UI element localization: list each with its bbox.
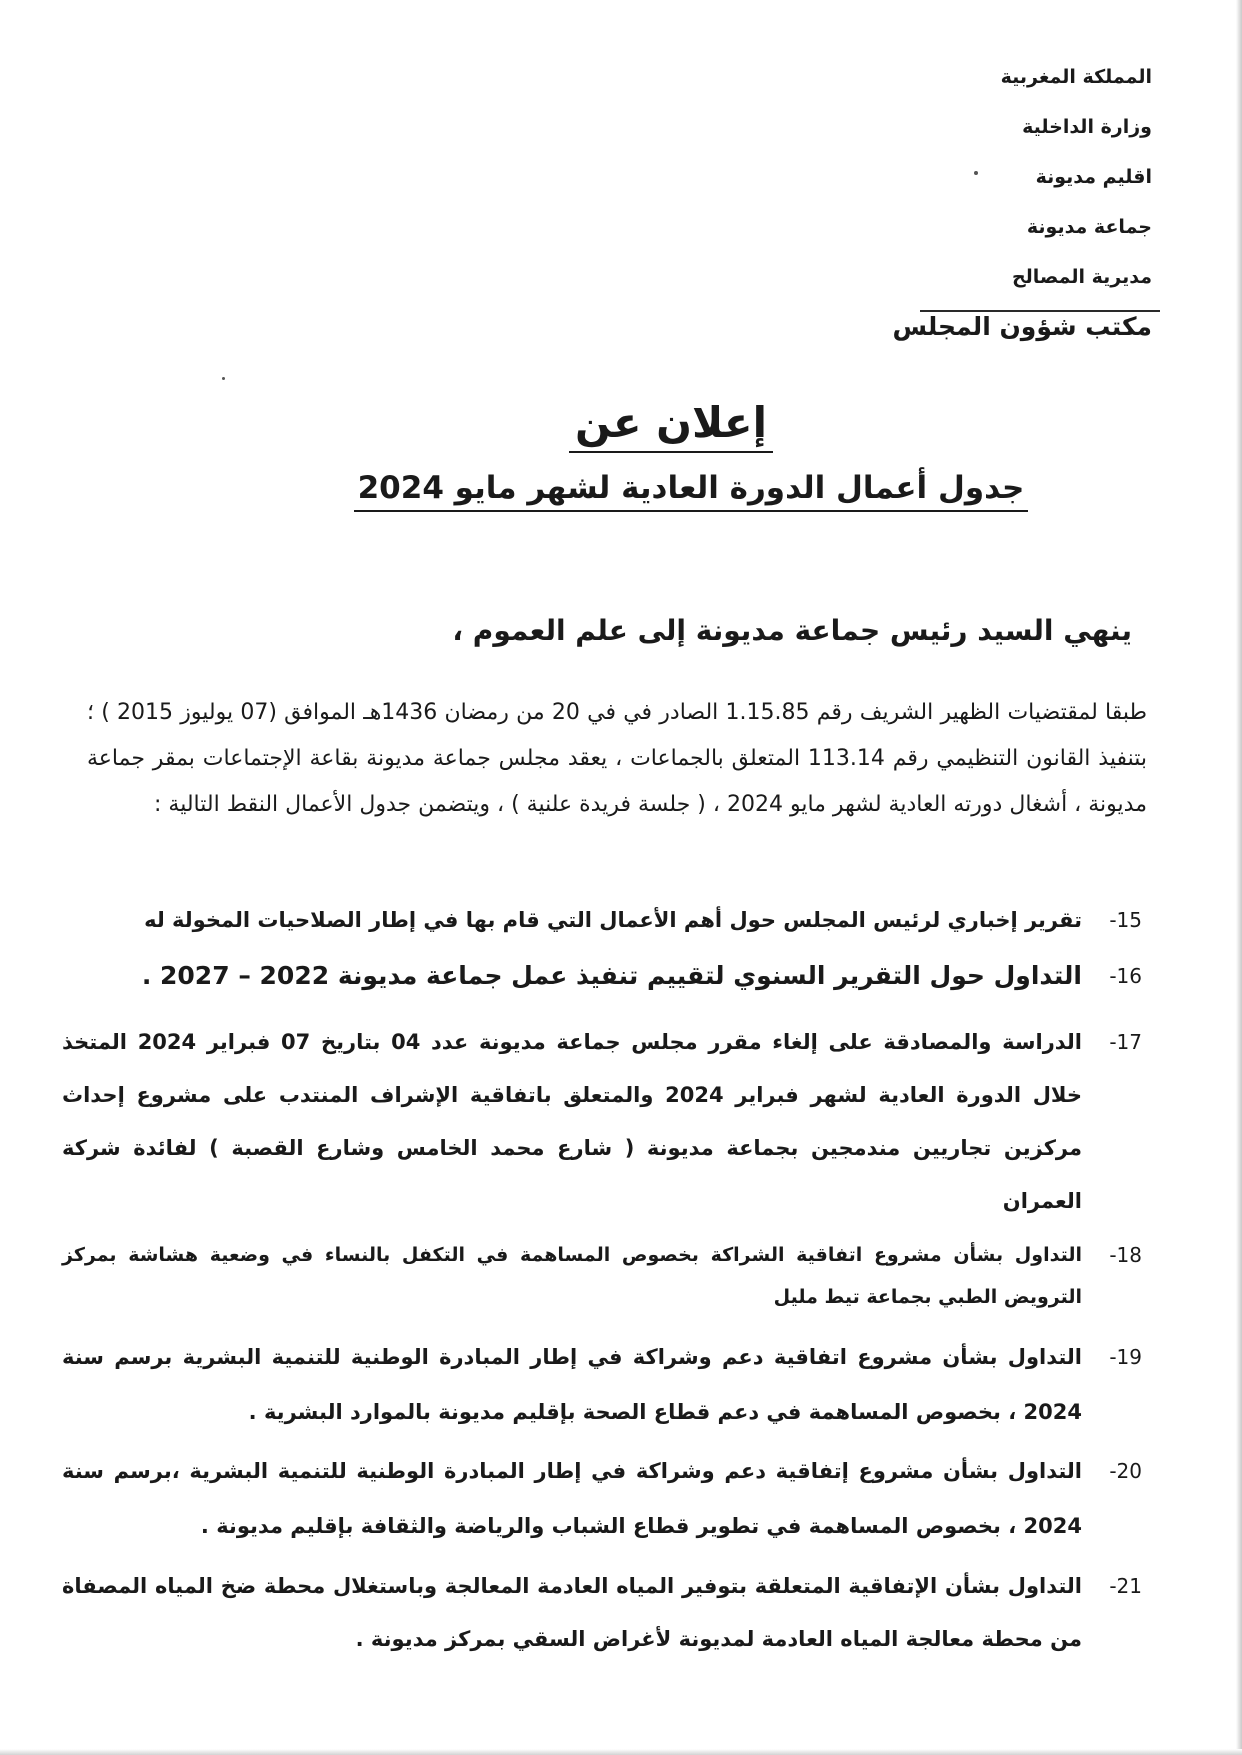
- scan-edge-shadow-right: [1236, 0, 1242, 1755]
- scan-edge-shadow-bottom: [0, 1749, 1242, 1755]
- agenda-item: [62, 1444, 1142, 1554]
- scan-speck: [222, 377, 225, 380]
- announcement-subtitle-text: جدول أعمال الدورة العادية لشهر مايو 2024: [354, 470, 1029, 512]
- agenda-item-number: -16: [1109, 964, 1142, 988]
- agenda-item-number: -15: [1109, 908, 1142, 932]
- agenda-item: [62, 1234, 1142, 1318]
- agenda-item-text: التداول بشأن الإتفاقية المتعلقة بتوفير المياه العادمة المعالجة وباستغلال محطة ضخ المياه المصفاة من محطة معالجة المياه العادمة لمديونة لأغراض السقي بمركز مديونة .: [62, 1574, 1082, 1651]
- header-office: مكتب شؤون المجلس: [892, 312, 1152, 341]
- agenda-item-text: التداول بشأن مشروع اتفاقية الشراكة بخصوص المساهمة في التكفل بالنساء في وضعية هشاشة بمركز الترويض الطبي بجماعة تيط مليل: [62, 1244, 1082, 1308]
- agenda-item-number: -17: [1109, 1030, 1142, 1054]
- header-commune: جماعة مديونة: [1026, 216, 1152, 238]
- agenda-item: [62, 900, 1142, 940]
- agenda-item-text: التداول بشأن مشروع إتفاقية دعم وشراكة في إطار المبادرة الوطنية للتنمية البشرية ،برسم سنة 2024 ، بخصوص المساهمة في تطوير قطاع الشباب والرياضة والثقافة بإقليم مديونة .: [62, 1459, 1082, 1538]
- announcement-title: [0, 398, 1242, 453]
- header-directorate: مديرية المصالح: [1011, 266, 1152, 288]
- public-notice-line: ينهي السيد رئيس جماعة مديونة إلى علم العموم ،: [452, 614, 1132, 647]
- agenda-item: [62, 1330, 1142, 1440]
- agenda-item-text: التداول بشأن مشروع اتفاقية دعم وشراكة في إطار المبادرة الوطنية للتنمية البشرية برسم سنة 2024 ، بخصوص المساهمة في دعم قطاع الصحة بإقليم مديونة بالموارد البشرية .: [62, 1345, 1082, 1424]
- agenda-item-number: -21: [1109, 1574, 1142, 1598]
- agenda-item-number: -19: [1109, 1345, 1142, 1369]
- announcement-title-text: إعلان عن: [569, 398, 773, 453]
- agenda-item: [62, 1560, 1142, 1666]
- agenda-list: [62, 900, 1142, 1666]
- agenda-item-text: الدراسة والمصادقة على إلغاء مقرر مجلس جماعة مديونة عدد 04 بتاريخ 07 فبراير 2024 المتخذ خلال الدورة العادية لشهر فبراير 2024 والمتعلق باتفاقية الإشراف المنتدب على مشروع إحداث مركزين تجاريين مندمجين بجماعة مديونة ( شارع محمد الخامس وشارع القصبة ) لفائدة شركة العمران: [62, 1030, 1083, 1213]
- agenda-item-number: -20: [1109, 1459, 1142, 1483]
- agenda-item-text: التداول حول التقرير السنوي لتقييم تنفيذ عمل جماعة مديونة 2022 – 2027 .: [141, 961, 1082, 990]
- announcement-subtitle: [0, 470, 1242, 512]
- agenda-item: [62, 954, 1142, 998]
- official-header: [892, 66, 1152, 351]
- agenda-item: [62, 1016, 1142, 1228]
- intro-paragraph: طبقا لمقتضيات الظهير الشريف رقم 1.15.85 الصادر في في 20 من رمضان 1436هـ الموافق (07 يوليوز 2015 ) ؛بتنفيذ القانون التنظيمي رقم 113.14 المتعلق بالجماعات ، يعقد مجلس جماعة مديونة بقاعة الإجتماعات بمقر جماعة مديونة ، أشغال دورته العادية لشهر مايو 2024 ، ( جلسة فريدة علنية ) ، ويتضمن جدول الأعمال النقط التالية :: [87, 700, 1148, 817]
- agenda-item-number: -18: [1109, 1243, 1142, 1267]
- header-kingdom: المملكة المغربية: [1000, 66, 1152, 88]
- header-underline: [920, 310, 1160, 312]
- header-province: اقليم مديونة: [1035, 166, 1152, 188]
- agenda-item-text: تقرير إخباري لرئيس المجلس حول أهم الأعمال التي قام بها في إطار الصلاحيات المخولة له: [144, 908, 1082, 932]
- header-ministry: وزارة الداخلية: [1022, 116, 1152, 138]
